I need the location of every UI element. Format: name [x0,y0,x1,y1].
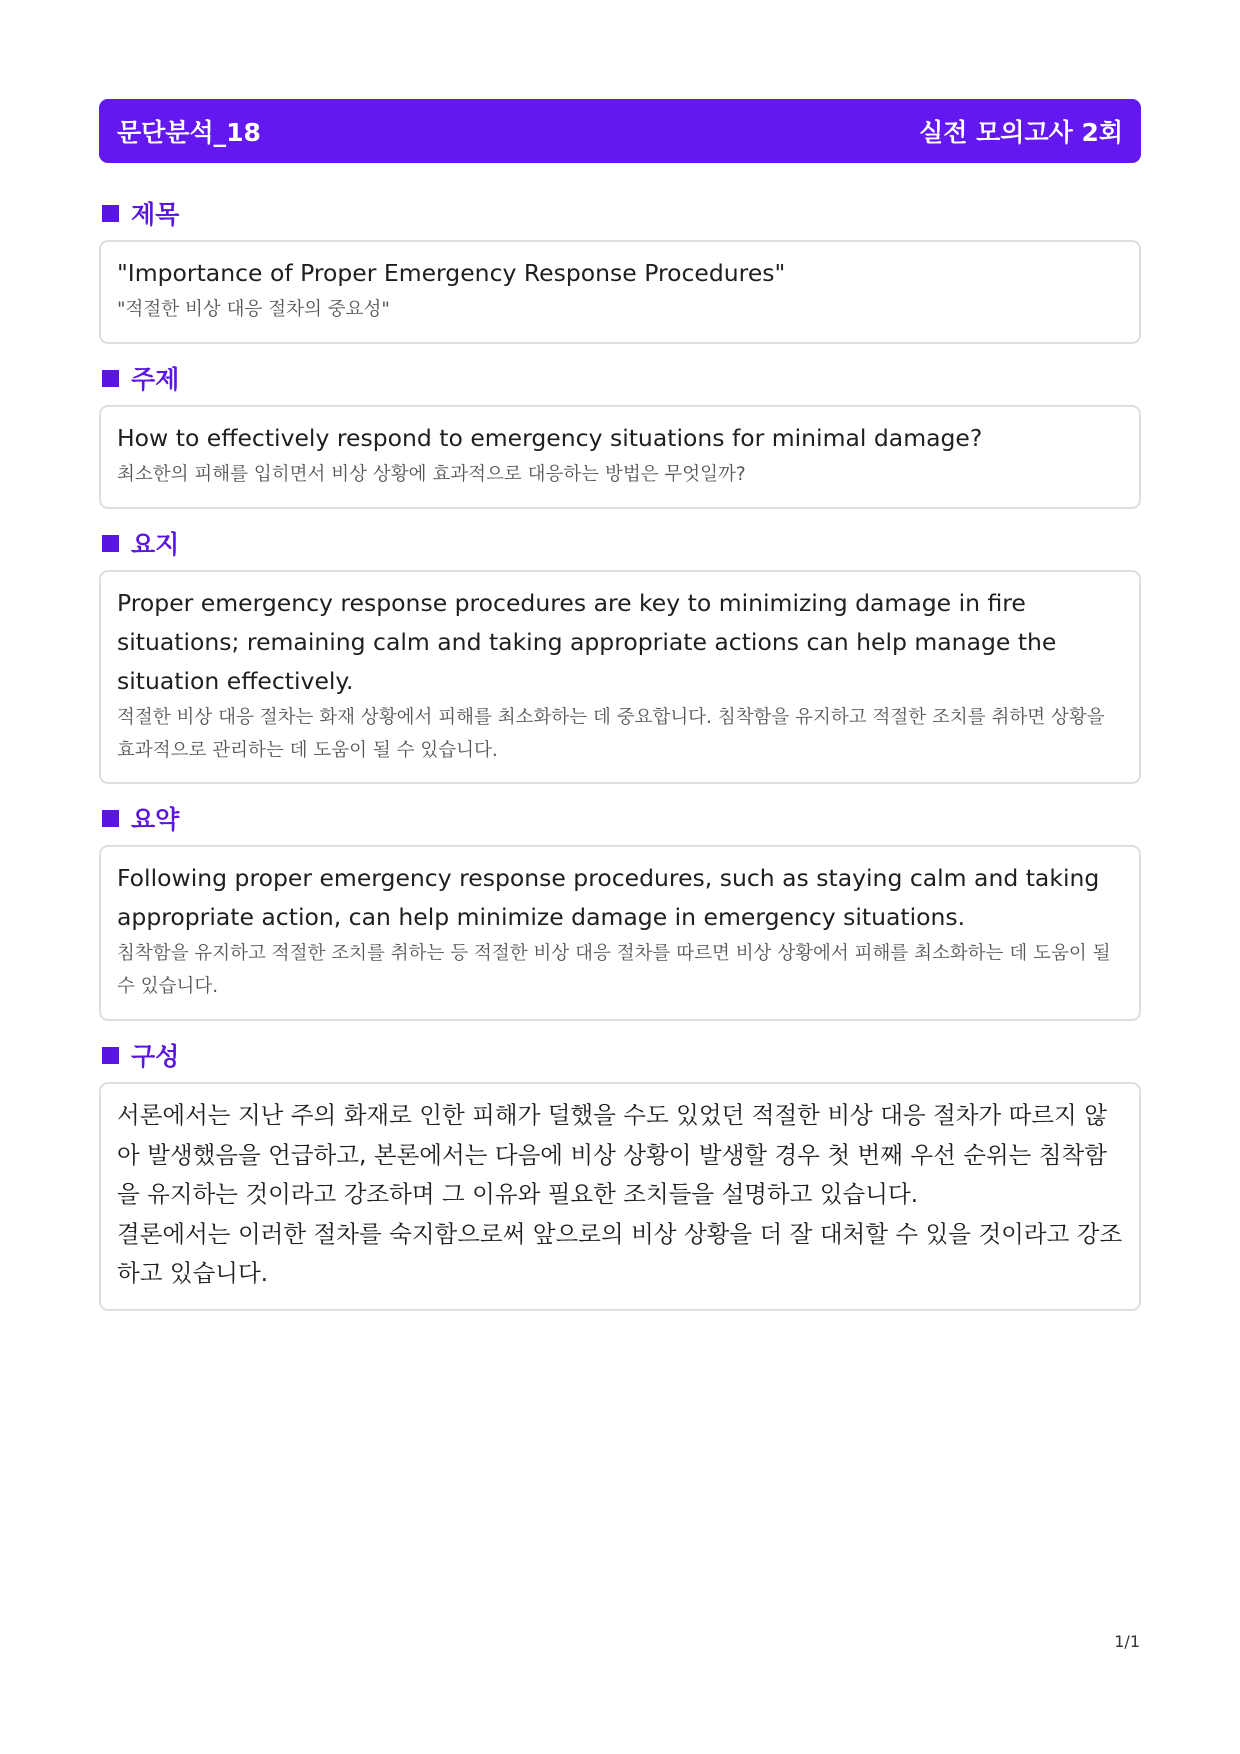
summary-box [99,845,1141,1021]
section-heading-gist-label: 요지 [131,530,180,559]
summary-korean: 침착함을 유지하고 적절한 조치를 취하는 등 적절한 비상 대응 절차를 따르면 비상 상황에서 피해를 최소화하는 데 도움이 될 수 있습니다. [117,943,1111,997]
square-bullet-icon [102,205,119,222]
section-heading-structure-label: 구성 [131,1042,180,1071]
section-heading-summary [102,800,179,836]
topic-english: How to effectively respond to emergency situations for minimal damage? [117,424,983,452]
page-number: 1/1 [1114,1632,1140,1651]
square-bullet-icon [102,370,119,387]
section-heading-summary-label: 요약 [131,805,180,834]
gist-box [99,570,1141,784]
title-korean: "적절한 비상 대응 절차의 중요성" [117,299,390,320]
header-right-title: 실전 모의고사 2회 [919,118,1123,147]
gist-korean: 적절한 비상 대응 절차는 화재 상황에서 피해를 최소화하는 데 중요합니다. 침착함을 유지하고 적절한 조치를 취하면 상황을 효과적으로 관리하는 데 도움이 될 수 있습니다. [117,707,1105,761]
gist-english: Proper emergency response procedures are key to minimizing damage in fire situations; remaining calm and taking appropriate actions can help manage the situation effectively. [117,589,1057,695]
structure-text-conclusion: 결론에서는 이러한 절차를 숙지함으로써 앞으로의 비상 상황을 더 잘 대처할 수 있을 것이라고 강조하고 있습니다. [117,1219,1123,1287]
square-bullet-icon [102,535,119,552]
section-heading-title [102,195,179,231]
section-heading-gist [102,525,179,561]
title-box [99,240,1141,344]
section-heading-structure [102,1037,179,1073]
structure-text: 서론에서는 지난 주의 화재로 인한 피해가 덜했을 수도 있었던 적절한 비상 대응 절차가 따르지 않아 발생했음을 언급하고, 본론에서는 다음에 비상 상황이 발생할 경우 첫 번째 우선 순위는 침착함을 유지하는 것이라고 강조하며 그 이유와 필요한 조치들을 설명하고 있습니다. [117,1101,1107,1208]
section-heading-title-label: 제목 [131,200,180,229]
summary-english: Following proper emergency response procedures, such as staying calm and taking appropriate action, can help minimize damage in emergency situations. [117,864,1100,931]
topic-korean: 최소한의 피해를 입히면서 비상 상황에 효과적으로 대응하는 방법은 무엇일까? [117,464,746,485]
structure-box [99,1082,1141,1311]
section-heading-topic-label: 주제 [131,365,180,394]
header-bar [99,99,1141,163]
topic-box [99,405,1141,509]
square-bullet-icon [102,1047,119,1064]
header-left-title: 문단분석_18 [117,118,261,147]
section-heading-topic [102,360,179,396]
square-bullet-icon [102,810,119,827]
title-english: "Importance of Proper Emergency Response Procedures" [117,259,786,287]
